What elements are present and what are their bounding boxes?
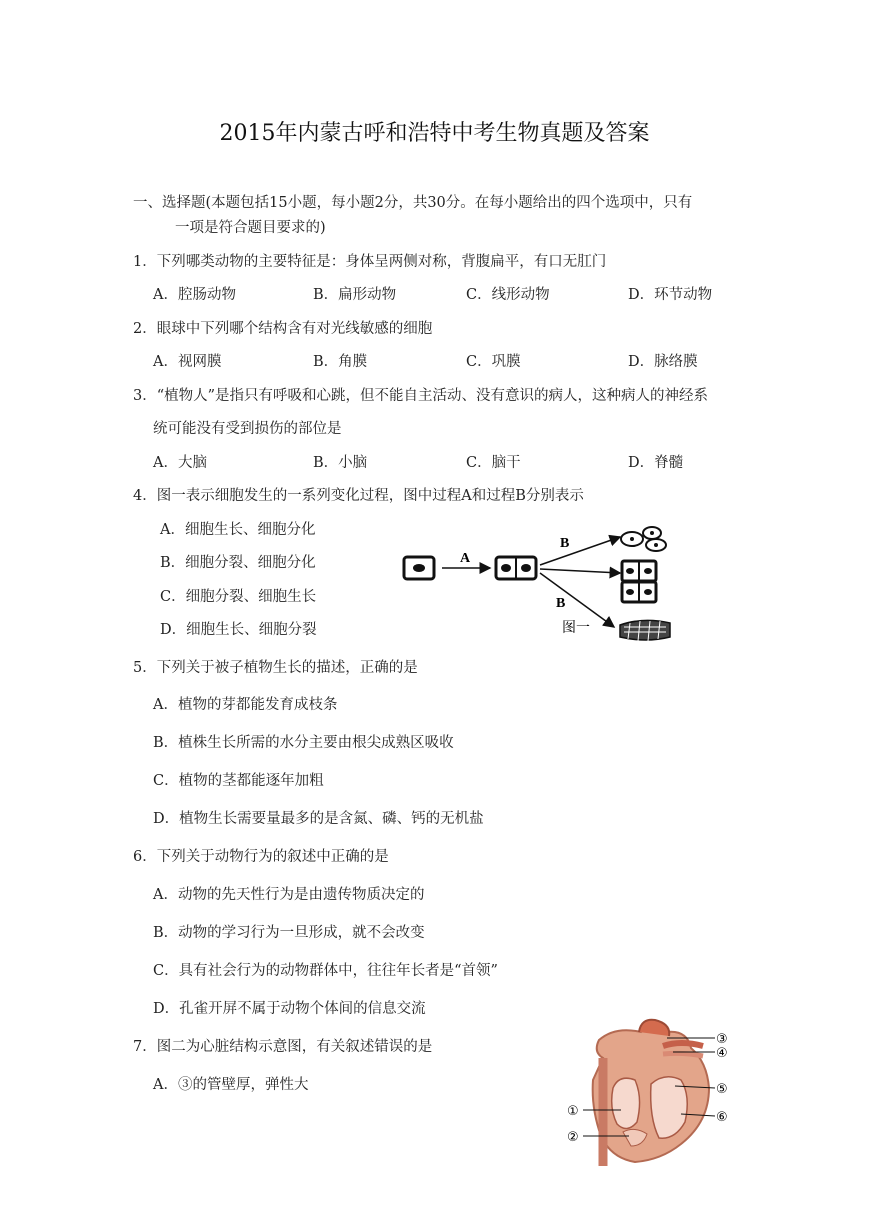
arrow-b-upper-icon <box>540 537 620 565</box>
page-title: 2015年内蒙古呼和浩特中考生物真题及答案 <box>219 121 650 146</box>
section-heading-line2: 一项是符合题目要求的) <box>175 220 326 236</box>
heart-label-1: ① <box>567 1104 579 1119</box>
fig1-label-a: A <box>460 551 471 566</box>
arrow-b-lower-icon <box>540 573 614 627</box>
figure-2-heart-diagram <box>563 1018 743 1168</box>
q2-option-c: C．巩膜 <box>466 354 521 370</box>
heart-label-4: ④ <box>716 1046 728 1061</box>
q5-option-a: A．植物的芽都能发育成枝条 <box>153 697 338 713</box>
q6-option-b: B．动物的学习行为一旦形成，就不会改变 <box>153 925 425 941</box>
q4-stem: 4．图一表示细胞发生的一系列变化过程，图中过程A和过程B分别表示 <box>133 488 584 504</box>
q4-option-c: C．细胞分裂、细胞生长 <box>160 589 317 605</box>
q5-option-b: B．植株生长所需的水分主要由根尖成熟区吸收 <box>153 735 454 751</box>
q6-option-d: D．孔雀开屏不属于动物个体间的信息交流 <box>153 1001 426 1017</box>
q3-option-b: B．小脑 <box>313 455 368 471</box>
q6-option-a: A．动物的先天性行为是由遗传物质决定的 <box>153 887 425 903</box>
q2-stem: 2．眼球中下列哪个结构含有对光线敏感的细胞 <box>133 321 433 337</box>
fig1-label-b-upper: B <box>560 536 570 551</box>
figure-1-cell-diagram <box>398 515 688 655</box>
q2-option-a: A．视网膜 <box>153 354 222 370</box>
heart-label-5: ⑤ <box>716 1082 728 1097</box>
heart-label-6: ⑥ <box>716 1110 728 1125</box>
q3-option-d: D．脊髓 <box>628 455 684 471</box>
q4-option-b: B．细胞分裂、细胞分化 <box>160 555 316 571</box>
q2-option-b: B．角膜 <box>313 354 368 370</box>
q2-option-d: D．脉络膜 <box>628 354 698 370</box>
q1-option-b: B．扁形动物 <box>313 287 397 303</box>
q1-option-c: C．线形动物 <box>466 287 550 303</box>
q7-option-a: A．③的管壁厚，弹性大 <box>153 1077 309 1093</box>
q5-stem: 5．下列关于被子植物生长的描述，正确的是 <box>133 660 418 676</box>
q4-option-a: A．细胞生长、细胞分化 <box>160 522 316 538</box>
fig1-caption: 图一 <box>562 621 590 636</box>
q4-option-d: D．细胞生长、细胞分裂 <box>160 622 317 638</box>
heart-label-3: ③ <box>716 1032 728 1047</box>
q1-stem: 1．下列哪类动物的主要特征是：身体呈两侧对称，背腹扁平，有口无肛门 <box>133 254 607 270</box>
heart-label-2: ② <box>567 1130 579 1145</box>
q7-stem: 7．图二为心脏结构示意图，有关叙述错误的是 <box>133 1039 433 1055</box>
q5-option-c: C．植物的茎都能逐年加粗 <box>153 773 324 789</box>
q3-stem-line1: 3．“植物人”是指只有呼吸和心跳，但不能自主活动、没有意识的病人，这种病人的神经系 <box>133 388 709 404</box>
q1-option-a: A．腔肠动物 <box>153 287 236 303</box>
q5-option-d: D．植物生长需要量最多的是含氮、磷、钙的无机盐 <box>153 811 484 827</box>
arrow-b-middle-icon <box>540 569 620 573</box>
q6-stem: 6．下列关于动物行为的叙述中正确的是 <box>133 849 389 865</box>
q3-option-a: A．大脑 <box>153 455 207 471</box>
fig1-label-b-lower: B <box>556 596 566 611</box>
q3-stem-line2: 统可能没有受到损伤的部位是 <box>153 421 342 437</box>
section-heading-line1: 一、选择题(本题包括15小题，每小题2分，共30分。在每小题给出的四个选项中，只有 <box>133 195 693 211</box>
q3-option-c: C．脑干 <box>466 455 521 471</box>
q1-option-d: D．环节动物 <box>628 287 713 303</box>
q6-option-c: C．具有社会行为的动物群体中，往往年长者是“首领” <box>153 963 498 979</box>
